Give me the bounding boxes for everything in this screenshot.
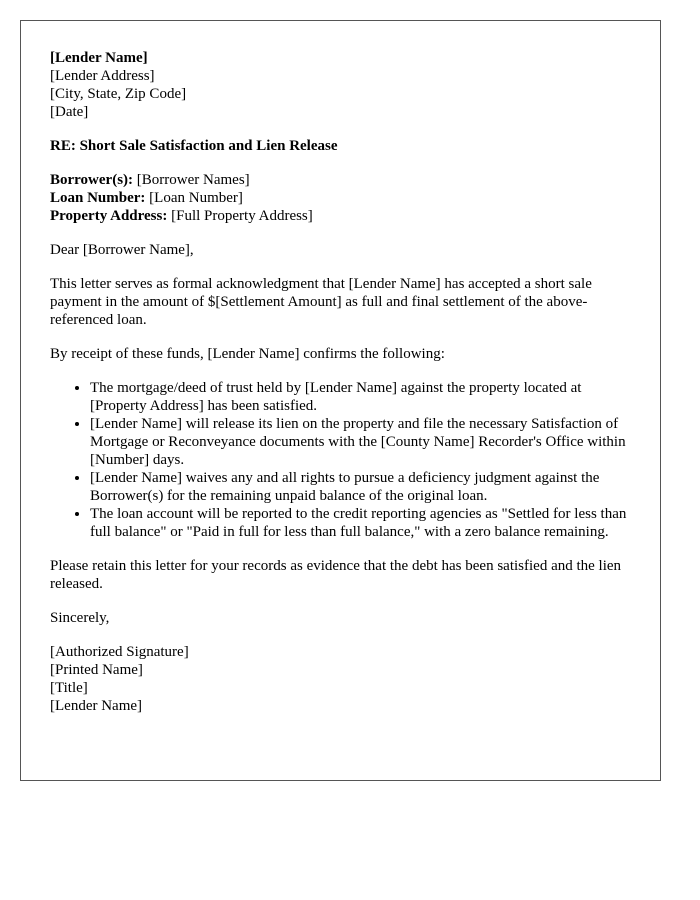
borrowers-value: [Borrower Names] — [136, 172, 250, 188]
letter — [20, 20, 661, 781]
property-address-value: [Full Property Address] — [171, 208, 313, 224]
list-item: • [Lender Name] will release its lien on the property and file the necessary Satisfaction of Mortgage or Reconveyance documents with the [County Name] Recorder's Office within [Number] days. — [90, 415, 631, 469]
loan-details — [50, 171, 631, 225]
authorized-signature: [Authorized Signature] — [50, 644, 189, 660]
salutation: Dear [Borrower Name], — [50, 242, 194, 258]
letter-date: [Date] — [50, 104, 89, 120]
loan-number-value: [Loan Number] — [149, 190, 243, 206]
subject-line — [50, 137, 631, 155]
list-item: • The mortgage/deed of trust held by [Lender Name] against the property located at [Property Address] has been satisfied. — [90, 379, 631, 415]
borrowers-label: Borrower(s): — [50, 172, 134, 188]
subject: RE: Short Sale Satisfaction and Lien Release — [50, 138, 338, 154]
list-item: • The loan account will be reported to the credit reporting agencies as "Settled for less than full balance" or "Paid in full for less than full balance," with a zero balance remaining. — [90, 505, 631, 541]
sender-block — [50, 49, 631, 121]
sender-address: [Lender Address] — [50, 68, 155, 84]
signature-block — [50, 643, 631, 715]
intro-paragraph: This letter serves as formal acknowledgment that [Lender Name] has accepted a short sale payment in the amount of $[Settlement Amount] as full and final settlement of the above-referenced loan. — [50, 276, 592, 328]
property-address-label: Property Address: — [50, 208, 168, 224]
closing-note: Please retain this letter for your records as evidence that the debt has been satisfied and the lien released. — [50, 558, 622, 592]
sender-name: [Lender Name] — [50, 50, 148, 66]
list-item: • [Lender Name] waives any and all rights to pursue a deficiency judgment against the Borrower(s) for the remaining unpaid balance of the original loan. — [90, 469, 631, 505]
closing: Sincerely, — [50, 610, 110, 626]
signer-title: [Title] — [50, 680, 88, 696]
confirm-intro: By receipt of these funds, [Lender Name] confirms the following: — [50, 346, 445, 362]
signer-lender-name: [Lender Name] — [50, 698, 143, 714]
loan-number-label: Loan Number: — [50, 190, 146, 206]
printed-name: [Printed Name] — [50, 662, 143, 678]
confirmation-list — [50, 379, 631, 541]
sender-city-state-zip: [City, State, Zip Code] — [50, 86, 187, 102]
